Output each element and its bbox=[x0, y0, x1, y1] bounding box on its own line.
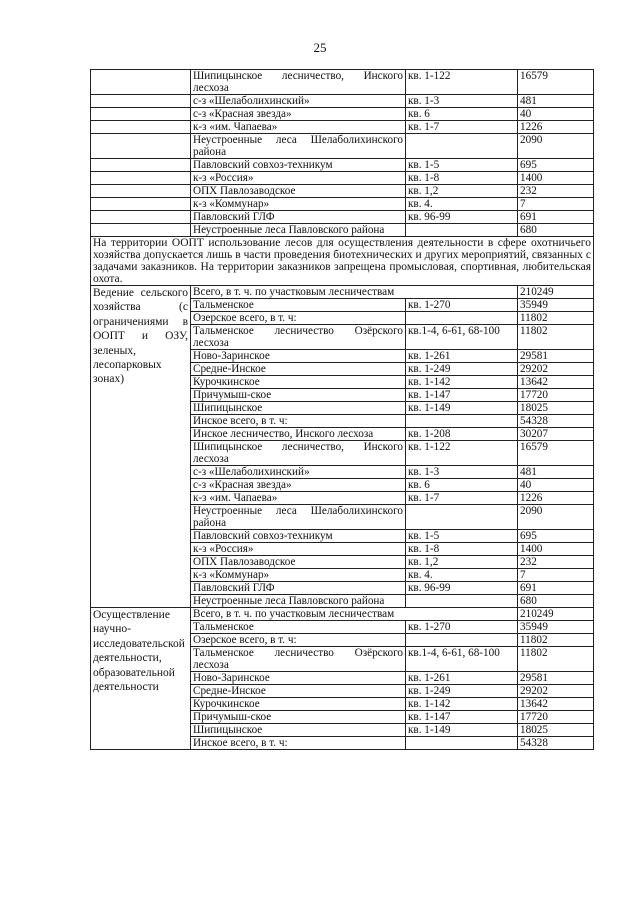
quarter-range bbox=[406, 312, 518, 325]
forest-unit-name: к-з «Коммунар» bbox=[191, 198, 406, 211]
area-value: 29202 bbox=[518, 363, 594, 376]
area-value: 2090 bbox=[518, 134, 594, 159]
forest-unit-name: Средне-Инское bbox=[191, 685, 406, 698]
area-value: 16579 bbox=[518, 70, 594, 95]
quarter-range: кв. 1-249 bbox=[406, 685, 518, 698]
empty-category-cell bbox=[91, 224, 191, 237]
table-row bbox=[91, 185, 594, 198]
forest-unit-name: Причумыш-ское bbox=[191, 389, 406, 402]
empty-category-cell bbox=[91, 185, 191, 198]
quarter-range: кв. 1-5 bbox=[406, 159, 518, 172]
forest-use-table bbox=[90, 69, 594, 750]
quarter-range: кв. 1-142 bbox=[406, 376, 518, 389]
quarter-range bbox=[406, 415, 518, 428]
quarter-range: кв. 1-5 bbox=[406, 530, 518, 543]
table-row bbox=[91, 95, 594, 108]
quarter-range bbox=[406, 505, 518, 530]
top-section bbox=[91, 70, 594, 237]
area-value: 54328 bbox=[518, 737, 594, 750]
area-value: 40 bbox=[518, 479, 594, 492]
area-value: 35949 bbox=[518, 299, 594, 312]
area-value: 11802 bbox=[518, 634, 594, 647]
activity-category: Ведение сельского хозяйства (с ограничениями в ООПТ и ОЗУ, зеленых, лесопарковых зонах) bbox=[91, 286, 191, 608]
quarter-range: кв. 1-270 bbox=[406, 299, 518, 312]
area-value: 13642 bbox=[518, 376, 594, 389]
forest-unit-name: Павловский ГЛФ bbox=[191, 582, 406, 595]
quarter-range: кв. 1-8 bbox=[406, 543, 518, 556]
area-value: 695 bbox=[518, 159, 594, 172]
forest-unit-name: Павловский совхоз-техникум bbox=[191, 530, 406, 543]
area-value: 11802 bbox=[518, 312, 594, 325]
forest-unit-name: Шипицынское лесничество, Инского лесхоза bbox=[191, 441, 406, 466]
activity-category: Осуществление научно-исследовательской деятельности, образовательной деятельности bbox=[91, 608, 191, 750]
forest-unit-name: к-з «Россия» bbox=[191, 172, 406, 185]
empty-category-cell bbox=[91, 172, 191, 185]
forest-unit-name: к-з «Коммунар» bbox=[191, 569, 406, 582]
forest-unit-name: Инское лесничество, Инского лесхоза bbox=[191, 428, 406, 441]
empty-category-cell bbox=[91, 159, 191, 172]
forest-unit-name: с-з «Красная звезда» bbox=[191, 108, 406, 121]
total-label: Всего, в т. ч. по участковым лесничествам bbox=[191, 286, 518, 299]
quarter-range: кв. 1-8 bbox=[406, 172, 518, 185]
quarter-range: кв. 1-149 bbox=[406, 402, 518, 415]
table-row bbox=[91, 286, 594, 299]
forest-unit-name: к-з «им. Чапаева» bbox=[191, 121, 406, 134]
area-value: 35949 bbox=[518, 621, 594, 634]
forest-unit-name: Павловский совхоз-техникум bbox=[191, 159, 406, 172]
agriculture-section bbox=[91, 286, 594, 608]
forest-unit-name: Шипицынское bbox=[191, 402, 406, 415]
area-value: 29581 bbox=[518, 350, 594, 363]
area-value: 232 bbox=[518, 556, 594, 569]
forest-unit-name: ОПХ Павлозаводское bbox=[191, 556, 406, 569]
quarter-range: кв. 1-147 bbox=[406, 711, 518, 724]
forest-unit-name: с-з «Шелаболихинский» bbox=[191, 95, 406, 108]
forest-unit-name: Тальменское bbox=[191, 299, 406, 312]
table-row bbox=[91, 108, 594, 121]
forest-unit-name: Озерское всего, в т. ч: bbox=[191, 312, 406, 325]
table-row bbox=[91, 121, 594, 134]
empty-category-cell bbox=[91, 70, 191, 95]
empty-category-cell bbox=[91, 134, 191, 159]
forest-unit-name: к-з «Россия» bbox=[191, 543, 406, 556]
area-value: 17720 bbox=[518, 711, 594, 724]
table-row bbox=[91, 224, 594, 237]
note-row bbox=[91, 237, 594, 286]
forest-unit-name: Неустроенные леса Павловского района bbox=[191, 595, 406, 608]
quarter-range bbox=[406, 737, 518, 750]
area-value: 2090 bbox=[518, 505, 594, 530]
forest-unit-name: Неустроенные леса Шелаболихинского района bbox=[191, 134, 406, 159]
note-section bbox=[91, 237, 594, 286]
area-value: 1226 bbox=[518, 492, 594, 505]
forest-unit-name: с-з «Шелаболихинский» bbox=[191, 466, 406, 479]
quarter-range: кв. 1-7 bbox=[406, 121, 518, 134]
forest-unit-name: Тальменское лесничество Озёрского лесхоза bbox=[191, 325, 406, 350]
forest-unit-name: Инское всего, в т. ч: bbox=[191, 415, 406, 428]
quarter-range: кв. 6 bbox=[406, 108, 518, 121]
empty-category-cell bbox=[91, 121, 191, 134]
quarter-range: кв.1-4, 6-61, 68-100 bbox=[406, 325, 518, 350]
forest-unit-name: Тальменское bbox=[191, 621, 406, 634]
quarter-range: кв. 1-270 bbox=[406, 621, 518, 634]
forest-unit-name: Неустроенные леса Шелаболихинского района bbox=[191, 505, 406, 530]
area-value: 695 bbox=[518, 530, 594, 543]
quarter-range: кв.1-4, 6-61, 68-100 bbox=[406, 647, 518, 672]
area-value: 16579 bbox=[518, 441, 594, 466]
forest-unit-name: Шипицынское bbox=[191, 724, 406, 737]
area-value: 11802 bbox=[518, 647, 594, 672]
area-value: 691 bbox=[518, 582, 594, 595]
area-value: 29581 bbox=[518, 672, 594, 685]
quarter-range: кв. 1,2 bbox=[406, 185, 518, 198]
forest-unit-name: Курочкинское bbox=[191, 698, 406, 711]
total-area: 210249 bbox=[518, 608, 594, 621]
quarter-range: кв. 1-3 bbox=[406, 95, 518, 108]
quarter-range: кв. 4. bbox=[406, 569, 518, 582]
area-value: 17720 bbox=[518, 389, 594, 402]
area-value: 691 bbox=[518, 211, 594, 224]
quarter-range: кв. 1-122 bbox=[406, 441, 518, 466]
quarter-range: кв. 1-261 bbox=[406, 672, 518, 685]
forest-unit-name: Курочкинское bbox=[191, 376, 406, 389]
total-area: 210249 bbox=[518, 286, 594, 299]
area-value: 680 bbox=[518, 595, 594, 608]
quarter-range: кв. 96-99 bbox=[406, 211, 518, 224]
empty-category-cell bbox=[91, 95, 191, 108]
forest-unit-name: ОПХ Павлозаводское bbox=[191, 185, 406, 198]
forest-unit-name: Инское всего, в т. ч: bbox=[191, 737, 406, 750]
table-row bbox=[91, 70, 594, 95]
table-row bbox=[91, 134, 594, 159]
area-value: 481 bbox=[518, 95, 594, 108]
quarter-range: кв. 1-122 bbox=[406, 70, 518, 95]
forest-unit-name: Павловский ГЛФ bbox=[191, 211, 406, 224]
area-value: 232 bbox=[518, 185, 594, 198]
quarter-range: кв. 4. bbox=[406, 198, 518, 211]
quarter-range: кв. 1-147 bbox=[406, 389, 518, 402]
area-value: 680 bbox=[518, 224, 594, 237]
quarter-range: кв. 1-149 bbox=[406, 724, 518, 737]
forest-unit-name: Неустроенные леса Павловского района bbox=[191, 224, 406, 237]
area-value: 1400 bbox=[518, 543, 594, 556]
forest-unit-name: Ново-Заринское bbox=[191, 672, 406, 685]
area-value: 1226 bbox=[518, 121, 594, 134]
hunting-note: На территории ООПТ использование лесов для осуществления деятельности в сфере охотничьего хозяйства допускается лишь в части проведения биотехнических и других мероприятий, связанных с задачами заказников. На территории заказников запрещена промысловая, спортивная, любительская охота. bbox=[91, 237, 594, 286]
quarter-range: кв. 1-3 bbox=[406, 466, 518, 479]
quarter-range bbox=[406, 595, 518, 608]
total-label: Всего, в т. ч. по участковым лесничествам bbox=[191, 608, 518, 621]
forest-unit-name: Ново-Заринское bbox=[191, 350, 406, 363]
quarter-range: кв. 1-249 bbox=[406, 363, 518, 376]
table-row bbox=[91, 211, 594, 224]
forest-unit-name: Озерское всего, в т. ч: bbox=[191, 634, 406, 647]
quarter-range bbox=[406, 634, 518, 647]
quarter-range: кв. 1-142 bbox=[406, 698, 518, 711]
area-value: 7 bbox=[518, 569, 594, 582]
area-value: 40 bbox=[518, 108, 594, 121]
area-value: 30207 bbox=[518, 428, 594, 441]
forest-unit-name: Тальменское лесничество Озёрского лесхоза bbox=[191, 647, 406, 672]
quarter-range: кв. 96-99 bbox=[406, 582, 518, 595]
area-value: 11802 bbox=[518, 325, 594, 350]
quarter-range: кв. 6 bbox=[406, 479, 518, 492]
table-row bbox=[91, 172, 594, 185]
area-value: 18025 bbox=[518, 402, 594, 415]
forest-unit-name: Средне-Инское bbox=[191, 363, 406, 376]
table-row bbox=[91, 608, 594, 621]
empty-category-cell bbox=[91, 198, 191, 211]
quarter-range: кв. 1-208 bbox=[406, 428, 518, 441]
table-row bbox=[91, 198, 594, 211]
forest-unit-name: с-з «Красная звезда» bbox=[191, 479, 406, 492]
empty-category-cell bbox=[91, 108, 191, 121]
quarter-range: кв. 1,2 bbox=[406, 556, 518, 569]
area-value: 54328 bbox=[518, 415, 594, 428]
area-value: 13642 bbox=[518, 698, 594, 711]
area-value: 29202 bbox=[518, 685, 594, 698]
page-number: 25 bbox=[313, 40, 327, 55]
quarter-range: кв. 1-7 bbox=[406, 492, 518, 505]
area-value: 1400 bbox=[518, 172, 594, 185]
area-value: 481 bbox=[518, 466, 594, 479]
empty-category-cell bbox=[91, 211, 191, 224]
forest-unit-name: к-з «им. Чапаева» bbox=[191, 492, 406, 505]
forest-unit-name: Причумыш-ское bbox=[191, 711, 406, 724]
research-section bbox=[91, 608, 594, 750]
area-value: 18025 bbox=[518, 724, 594, 737]
table-row bbox=[91, 159, 594, 172]
quarter-range bbox=[406, 224, 518, 237]
quarter-range bbox=[406, 134, 518, 159]
area-value: 7 bbox=[518, 198, 594, 211]
forest-unit-name: Шипицынское лесничество, Инского лесхоза bbox=[191, 70, 406, 95]
quarter-range: кв. 1-261 bbox=[406, 350, 518, 363]
